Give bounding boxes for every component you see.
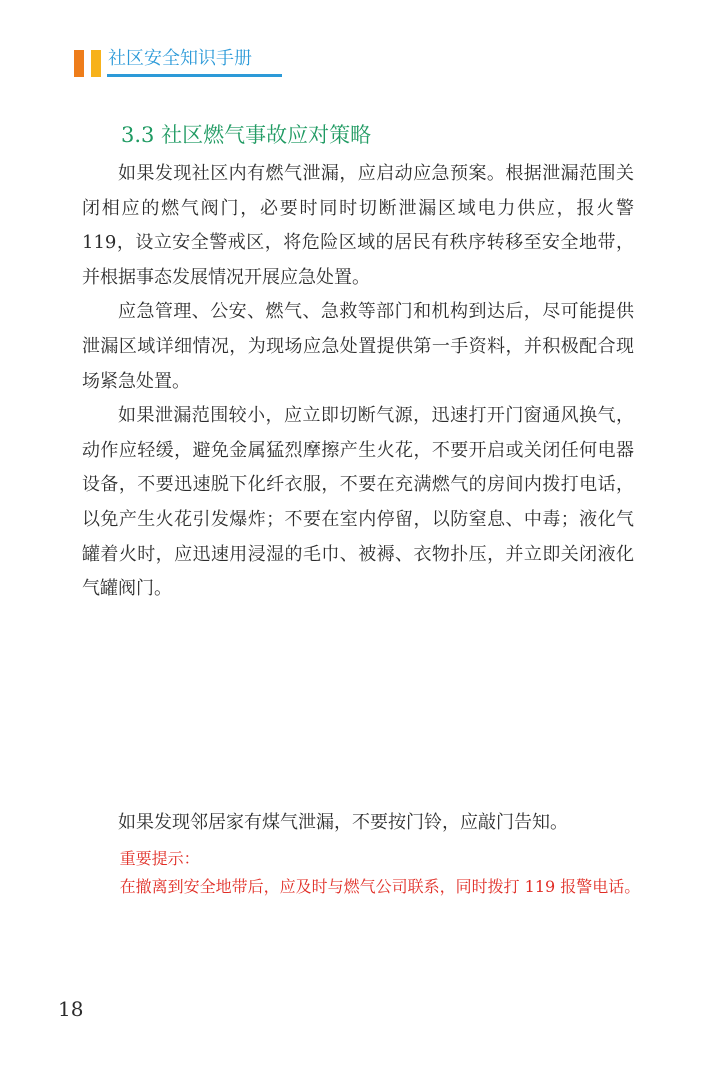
tip-label: 重要提示：	[119, 849, 200, 868]
bottom-paragraph: 如果发现邻居家有煤气泄漏，不要按门铃，应敲门告知。	[118, 812, 568, 833]
paragraph: 如果泄漏范围较小，应立即切断气源，迅速打开门窗通风换气，动作应轻缓，避免金属猛烈摩擦产生火花，不要开启或关闭任何电器设备，不要迅速脱下化纤衣服，不要在充满燃气的房间内拨打电话，以免产生火花引发爆炸；不要在室内停留，以防窒息、中毒；液化气罐着火时，应迅速用浸湿的毛巾、被褥、衣物扑压，并立即关闭液化气罐阀门。	[82, 405, 634, 600]
body-text	[82, 157, 634, 607]
header-underline	[107, 74, 282, 77]
header-orange-bar	[74, 50, 84, 77]
important-tip	[82, 845, 642, 902]
header-yellow-bar	[91, 50, 101, 77]
paragraph: 如果发现社区内有燃气泄漏，应启动应急预案。根据泄漏范围关闭相应的燃气阀门，必要时同时切断泄漏区域电力供应，报火警119，设立安全警戒区，将危险区域的居民有秩序转移至安全地带，并根据事态发展情况开展应急处置。	[82, 163, 634, 288]
page-number: 18	[58, 997, 84, 1021]
section-title: 3.3 社区燃气事故应对策略	[121, 123, 372, 147]
book-title: 社区安全知识手册	[108, 48, 252, 69]
running-header	[74, 42, 294, 78]
tip-text: 在撤离到安全地带后，应及时与燃气公司联系，同时拨打 119 报警电话。	[119, 877, 641, 896]
paragraph: 应急管理、公安、燃气、急救等部门和机构到达后，尽可能提供泄漏区域详细情况，为现场应急处置提供第一手资料，并积极配合现场紧急处置。	[82, 301, 634, 392]
